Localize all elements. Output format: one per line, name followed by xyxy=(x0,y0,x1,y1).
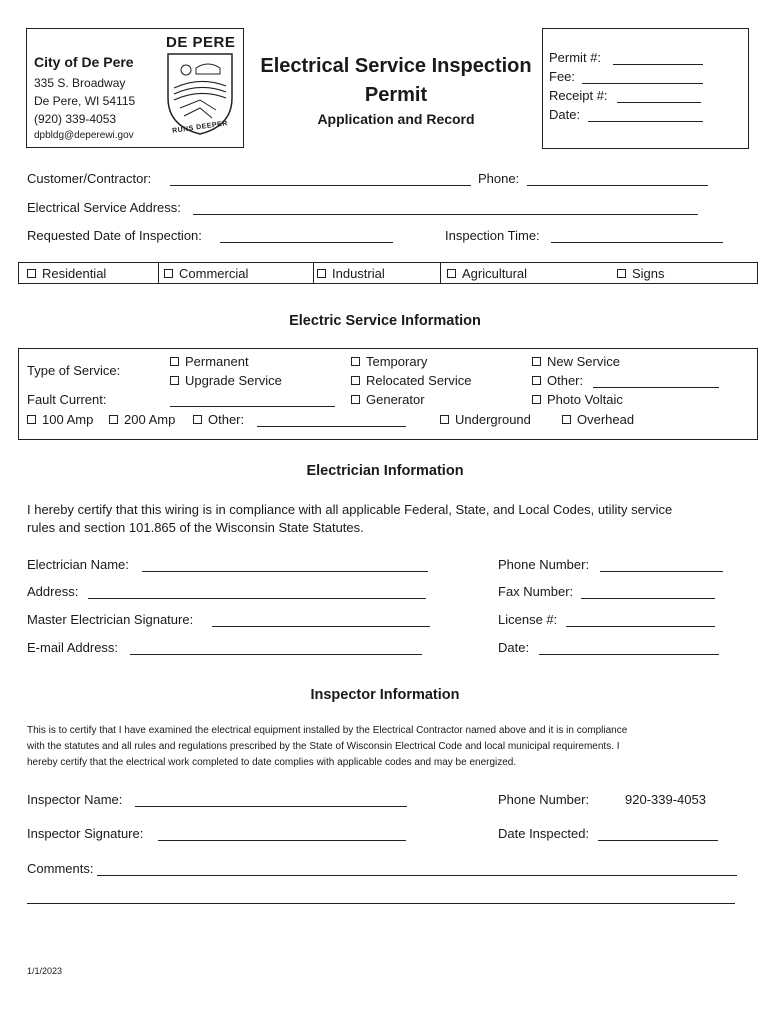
residential-checkbox[interactable]: Residential xyxy=(27,266,106,281)
underground-checkbox[interactable]: Underground xyxy=(440,412,531,427)
industrial-checkbox[interactable]: Industrial xyxy=(317,266,385,281)
requested-date-field[interactable] xyxy=(220,242,393,243)
checkbox-icon xyxy=(351,357,360,366)
electrician-name-label: Electrician Name: xyxy=(27,557,129,572)
100-amp-checkbox[interactable]: 100 Amp xyxy=(27,412,93,427)
electrician-certify-text: I hereby certify that this wiring is in compliance with all applicable Federal, State, and Local Codes, utility service rules and section 101.865 of the Wisconsin State Statutes. xyxy=(27,502,673,535)
temporary-checkbox[interactable]: Temporary xyxy=(351,354,427,369)
agricultural-checkbox[interactable]: Agricultural xyxy=(447,266,527,281)
checkbox-icon xyxy=(440,415,449,424)
photo-voltaic-checkbox[interactable]: Photo Voltaic xyxy=(532,392,623,407)
inspection-time-field[interactable] xyxy=(551,242,723,243)
checkbox-icon xyxy=(164,269,173,278)
relocated-service-checkbox[interactable]: Relocated Service xyxy=(351,373,472,388)
checkbox-icon xyxy=(351,376,360,385)
checkbox-icon xyxy=(170,357,179,366)
amp-other-checkbox[interactable]: Other: xyxy=(193,412,244,427)
office-date-field[interactable] xyxy=(588,121,703,122)
logo-text-top: DE PERE xyxy=(166,34,236,51)
generator-checkbox[interactable]: Generator xyxy=(351,392,425,407)
amp-other-field[interactable] xyxy=(257,426,406,427)
service-other-field[interactable] xyxy=(593,387,719,388)
property-divider xyxy=(440,262,441,284)
fault-current-field[interactable] xyxy=(170,406,335,407)
receipt-number-label: Receipt #: xyxy=(549,88,608,103)
property-divider xyxy=(313,262,314,284)
electrician-email-field[interactable] xyxy=(130,654,422,655)
checkbox-icon xyxy=(447,269,456,278)
electrician-phone-label: Phone Number: xyxy=(498,557,590,572)
license-number-field[interactable] xyxy=(566,626,715,627)
overhead-checkbox[interactable]: Overhead xyxy=(562,412,634,427)
logo-text-bottom: RUNS DEEPER xyxy=(171,120,229,135)
electrician-email-label: E-mail Address: xyxy=(27,640,119,655)
revision-date: 1/1/2023 xyxy=(27,966,63,976)
form-subtitle: Application and Record xyxy=(317,111,475,127)
electrician-date-field[interactable] xyxy=(539,654,719,655)
permanent-checkbox[interactable]: Permanent xyxy=(170,354,249,369)
fee-label: Fee: xyxy=(549,69,576,84)
inspector-heading: Inspector Information xyxy=(310,687,460,703)
electrician-address-label: Address: xyxy=(27,584,79,599)
checkbox-icon xyxy=(27,269,36,278)
checkbox-icon xyxy=(317,269,326,278)
service-other-checkbox[interactable]: Other: xyxy=(532,373,583,388)
office-date-label: Date: xyxy=(549,107,581,122)
electrician-heading: Electrician Information xyxy=(306,463,464,479)
checkbox-icon xyxy=(193,415,202,424)
form-title-line1: Electrical Service Inspection xyxy=(260,55,532,77)
form-title xyxy=(258,52,534,110)
property-divider xyxy=(158,262,159,284)
form-title-line2: Permit xyxy=(364,84,428,106)
inspector-name-field[interactable] xyxy=(135,806,407,807)
200-amp-checkbox[interactable]: 200 Amp xyxy=(109,412,175,427)
comments-label: Comments: xyxy=(27,861,94,876)
comments-field-line1[interactable] xyxy=(97,875,737,876)
checkbox-icon xyxy=(532,376,541,385)
electrician-fax-field[interactable] xyxy=(581,598,715,599)
permit-number-field[interactable] xyxy=(613,64,703,65)
date-inspected-label: Date Inspected: xyxy=(498,826,590,841)
electrician-fax-label: Fax Number: xyxy=(498,584,574,599)
electric-service-heading: Electric Service Information xyxy=(289,313,481,329)
electrician-phone-field[interactable] xyxy=(600,571,723,572)
fee-field[interactable] xyxy=(582,83,703,84)
customer-phone-field[interactable] xyxy=(527,185,708,186)
type-of-service-label: Type of Service: xyxy=(27,363,121,378)
new-service-checkbox[interactable]: New Service xyxy=(532,354,620,369)
inspector-phone-label: Phone Number: xyxy=(498,792,590,807)
permit-number-label: Permit #: xyxy=(549,50,602,65)
de-pere-logo xyxy=(160,34,240,140)
signs-checkbox[interactable]: Signs xyxy=(617,266,665,281)
city-email: dpbldg@deperewi.gov xyxy=(34,130,134,141)
checkbox-icon xyxy=(617,269,626,278)
electrician-name-field[interactable] xyxy=(142,571,428,572)
requested-date-label: Requested Date of Inspection: xyxy=(27,228,202,243)
inspector-name-label: Inspector Name: xyxy=(27,792,123,807)
inspector-signature-label: Inspector Signature: xyxy=(27,826,144,841)
master-signature-label: Master Electrician Signature: xyxy=(27,612,194,627)
checkbox-icon xyxy=(532,395,541,404)
inspector-certify-text: This is to certify that I have examined the electrical equipment installed by the Electrical Contractor named above and it is in compliance with the statutes and all rules and regulations prescribed by the State of Wisconsin Electrical Code and local municipal requirements. I hereby certify that the electrical work completed to date complies with applicable codes and may be energized. xyxy=(27,725,628,768)
customer-contractor-field[interactable] xyxy=(170,185,471,186)
service-address-field[interactable] xyxy=(193,214,698,215)
commercial-checkbox[interactable]: Commercial xyxy=(164,266,248,281)
checkbox-icon xyxy=(532,357,541,366)
inspector-phone-value: 920-339-4053 xyxy=(625,792,706,807)
checkbox-icon xyxy=(562,415,571,424)
checkbox-icon xyxy=(351,395,360,404)
service-address-label: Electrical Service Address: xyxy=(27,200,181,215)
checkbox-icon xyxy=(109,415,118,424)
city-address-line1: 335 S. Broadway xyxy=(34,76,126,90)
city-address-line2: De Pere, WI 54115 xyxy=(34,94,136,108)
customer-contractor-label: Customer/Contractor: xyxy=(27,171,152,186)
electrician-date-label: Date: xyxy=(498,640,530,655)
receipt-number-field[interactable] xyxy=(617,102,701,103)
inspection-time-label: Inspection Time: xyxy=(445,228,540,243)
comments-field-line2[interactable] xyxy=(27,903,735,904)
inspector-signature-field[interactable] xyxy=(158,840,406,841)
date-inspected-field[interactable] xyxy=(598,840,718,841)
checkbox-icon xyxy=(27,415,36,424)
city-phone: (920) 339-4053 xyxy=(34,112,117,126)
city-name: City of De Pere xyxy=(34,54,134,70)
master-signature-field[interactable] xyxy=(212,626,430,627)
upgrade-service-checkbox[interactable]: Upgrade Service xyxy=(170,373,282,388)
license-number-label: License #: xyxy=(498,612,558,627)
customer-phone-label: Phone: xyxy=(478,171,520,186)
checkbox-icon xyxy=(170,376,179,385)
electrician-address-field[interactable] xyxy=(88,598,426,599)
fault-current-label: Fault Current: xyxy=(27,392,107,407)
